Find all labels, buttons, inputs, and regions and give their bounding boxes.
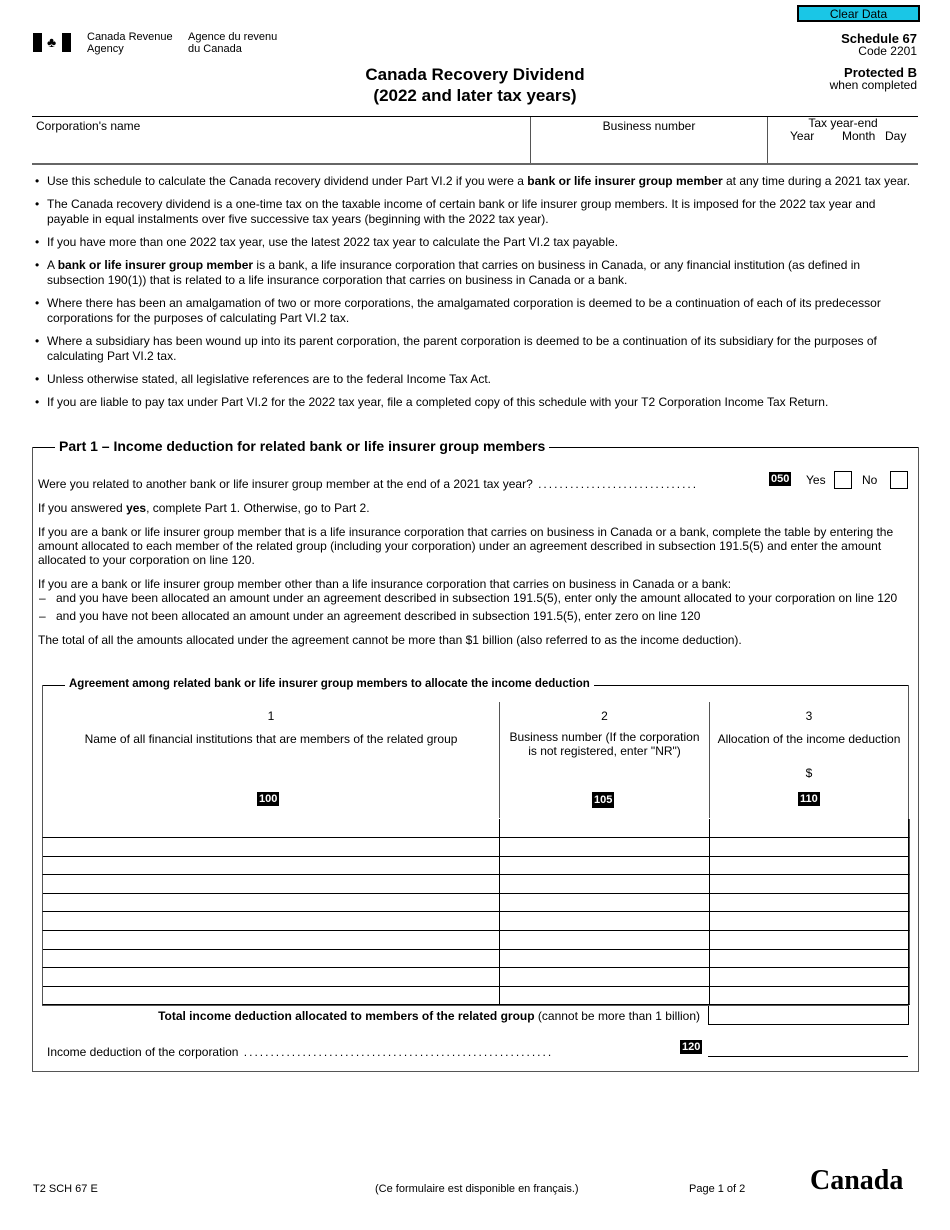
protected-label: Protected B: [844, 65, 917, 80]
clear-data-button[interactable]: Clear Data: [797, 5, 920, 22]
table-row: [42, 986, 910, 1005]
instruction-item: • Use this schedule to calculate the Canada recovery dividend under Part VI.2 if you were a bank or life insurer group member at any time during a 2021 tax year.: [32, 174, 912, 189]
allocation-cell[interactable]: [710, 819, 909, 837]
form-code: Code 2201: [858, 44, 917, 58]
question-050: Were you related to another bank or life insurer group member at the end of a 2021 tax year? ..............................: [38, 477, 699, 491]
business-number-cell[interactable]: [500, 856, 710, 874]
table-row: [42, 968, 910, 987]
business-number-cell[interactable]: [500, 838, 710, 856]
allocation-cell[interactable]: [710, 931, 909, 949]
label: Corporation's name: [36, 119, 141, 133]
allocation-cell[interactable]: [710, 893, 909, 911]
business-number-cell[interactable]: [500, 819, 710, 837]
institution-name-cell[interactable]: [43, 856, 500, 874]
instruction-item: • Where a subsidiary has been wound up into its parent corporation, the parent corporation is deemed to be a continuation of its subsidiary for the purposes of calculating Part VI.2 tax.: [32, 334, 912, 364]
form-id: T2 SCH 67 E: [33, 1183, 98, 1195]
dash-item: – and you have not been allocated an amount under an agreement described in subsection 191.5(5), enter zero on line 120: [39, 609, 701, 623]
institution-name-cell[interactable]: [43, 819, 500, 837]
paragraph: If you are a bank or life insurer group member that is a life insurance corporation that carries on business in Canada or a bank, complete the table by entering the amount allocated to each member of the related group (including your corporation) under an agreement described in subsection 191.5(5) and enter the amount allocated to your corporation on line 120.: [38, 525, 894, 567]
institution-name-cell[interactable]: [43, 986, 500, 1004]
yes-label: Yes: [806, 473, 826, 487]
allocation-cell[interactable]: [710, 912, 909, 930]
no-checkbox[interactable]: [890, 471, 908, 489]
column-header-2: 2 Business number (If the corporation is not registered, enter "NR") 105: [500, 702, 710, 818]
institution-name-cell[interactable]: [43, 912, 500, 930]
institution-name-cell[interactable]: [43, 893, 500, 911]
business-number-cell[interactable]: [500, 912, 710, 930]
page-number: Page 1 of 2: [689, 1183, 746, 1195]
dash-item: – and you have been allocated an amount under an agreement described in subsection 191.5(5), enter only the amount allocated to your corporation on line 120: [39, 591, 898, 605]
paragraph: If you are a bank or life insurer group member other than a life insurance corporation that carries on business in Canada or a bank:: [38, 577, 732, 591]
income-deduction-field[interactable]: [708, 1040, 908, 1057]
no-label: No: [862, 473, 878, 487]
label: Tax year-end: [808, 116, 878, 130]
instruction-item: • Where there has been an amalgamation of two or more corporations, the amalgamated corporation is deemed to be a continuation of each of its predecessor corporations for the purposes of calculating Part VI.2 tax.: [32, 296, 912, 326]
line-code-105: 105: [594, 794, 613, 806]
identification-box: [32, 116, 918, 165]
business-number-cell[interactable]: [500, 875, 710, 893]
canada-wordmark: Canada: [810, 1165, 904, 1196]
table-row: [42, 893, 910, 912]
label: Month: [842, 129, 876, 143]
table-row: [42, 949, 910, 968]
agency-name-en: Canada Revenue Agency: [87, 31, 173, 55]
part1-title: Part 1 – Income deduction for related bank or life insurer group members: [55, 438, 549, 454]
instruction-item: • If you have more than one 2022 tax year, use the latest 2022 tax year to calculate the Part VI.2 tax payable.: [32, 235, 912, 250]
line-120-label: Income deduction of the corporation ..........................................................: [47, 1045, 554, 1059]
label: Business number: [602, 119, 696, 133]
canada-flag-icon: ♣: [33, 33, 71, 52]
instruction-item: • A bank or life insurer group member is a bank, a life insurance corporation that carries on business in Canada, or any financial institution (as defined in subsection 190(1)) that is related to a life insurance corporation that carries on business in Canada or a bank.: [32, 258, 912, 288]
protected-note: when completed: [829, 78, 917, 92]
institution-name-cell[interactable]: [43, 949, 500, 967]
business-number-cell[interactable]: [500, 893, 710, 911]
french-note: (Ce formulaire est disponible en français.): [375, 1183, 579, 1195]
instruction-item: • Unless otherwise stated, all legislative references are to the federal Income Tax Act.: [32, 372, 912, 387]
allocation-cell[interactable]: [710, 968, 909, 986]
answer-note: If you answered yes, complete Part 1. Otherwise, go to Part 2.: [38, 501, 370, 515]
business-number-cell[interactable]: [500, 931, 710, 949]
instruction-item: • If you are liable to pay tax under Part VI.2 for the 2022 tax year, file a completed copy of this schedule with your T2 Corporation Income Tax Return.: [32, 395, 912, 410]
yes-checkbox[interactable]: [834, 471, 852, 489]
page-title: Canada Recovery Dividend (2022 and later tax years): [365, 65, 585, 105]
allocation-cell[interactable]: [710, 986, 909, 1004]
table-title: Agreement among related bank or life insurer group members to allocate the income deduction: [65, 678, 594, 690]
tax-year-end-field[interactable]: [768, 117, 918, 163]
business-number-cell[interactable]: [500, 986, 710, 1004]
schedule-number: Schedule 67: [841, 31, 917, 46]
business-number-cell[interactable]: [500, 968, 710, 986]
table-row: [42, 856, 910, 875]
total-allocation-field[interactable]: [708, 1006, 909, 1025]
business-number-cell[interactable]: [500, 949, 710, 967]
part1-instructions: [38, 501, 908, 647]
line-code-110: 110: [800, 793, 818, 805]
business-number-field[interactable]: [531, 117, 768, 163]
table-row: [42, 838, 910, 857]
institution-name-cell[interactable]: [43, 838, 500, 856]
table-row: [42, 875, 910, 894]
table-row: [42, 819, 910, 838]
line-code-100: 100: [259, 793, 278, 805]
allocation-cell[interactable]: [710, 856, 909, 874]
table-row: [42, 912, 910, 931]
line-code-120: 120: [682, 1041, 701, 1053]
allocation-cell[interactable]: [710, 875, 909, 893]
institution-name-cell[interactable]: [43, 968, 500, 986]
corporation-name-field[interactable]: [32, 117, 531, 163]
paragraph: The total of all the amounts allocated under the agreement cannot be more than $1 billion (also referred to as the income deduction).: [38, 633, 742, 647]
institution-name-cell[interactable]: [43, 931, 500, 949]
label: Day: [885, 129, 907, 143]
line-code-050: 050: [771, 473, 790, 485]
allocation-cell[interactable]: [710, 949, 909, 967]
total-label: Total income deduction allocated to members of the related group (cannot be more than 1 billion): [158, 1009, 700, 1023]
allocation-cell[interactable]: [710, 838, 909, 856]
column-header-3: 3 Allocation of the income deduction $ 110: [717, 709, 901, 805]
column-header-1: 1 Name of all financial institutions that are members of the related group 100: [43, 702, 500, 818]
institution-name-cell[interactable]: [43, 875, 500, 893]
label: Year: [790, 129, 815, 143]
schedule-info: [830, 32, 917, 92]
agency-name-fr: Agence du revenu du Canada: [188, 31, 278, 55]
instructions-list: [32, 174, 912, 418]
instruction-item: • The Canada recovery dividend is a one-time tax on the taxable income of certain bank or life insurer group members. It is imposed for the 2022 tax year and payable in equal instalments over five successive tax years (beginning with the 2022 tax year).: [32, 197, 912, 227]
table-row: [42, 931, 910, 950]
